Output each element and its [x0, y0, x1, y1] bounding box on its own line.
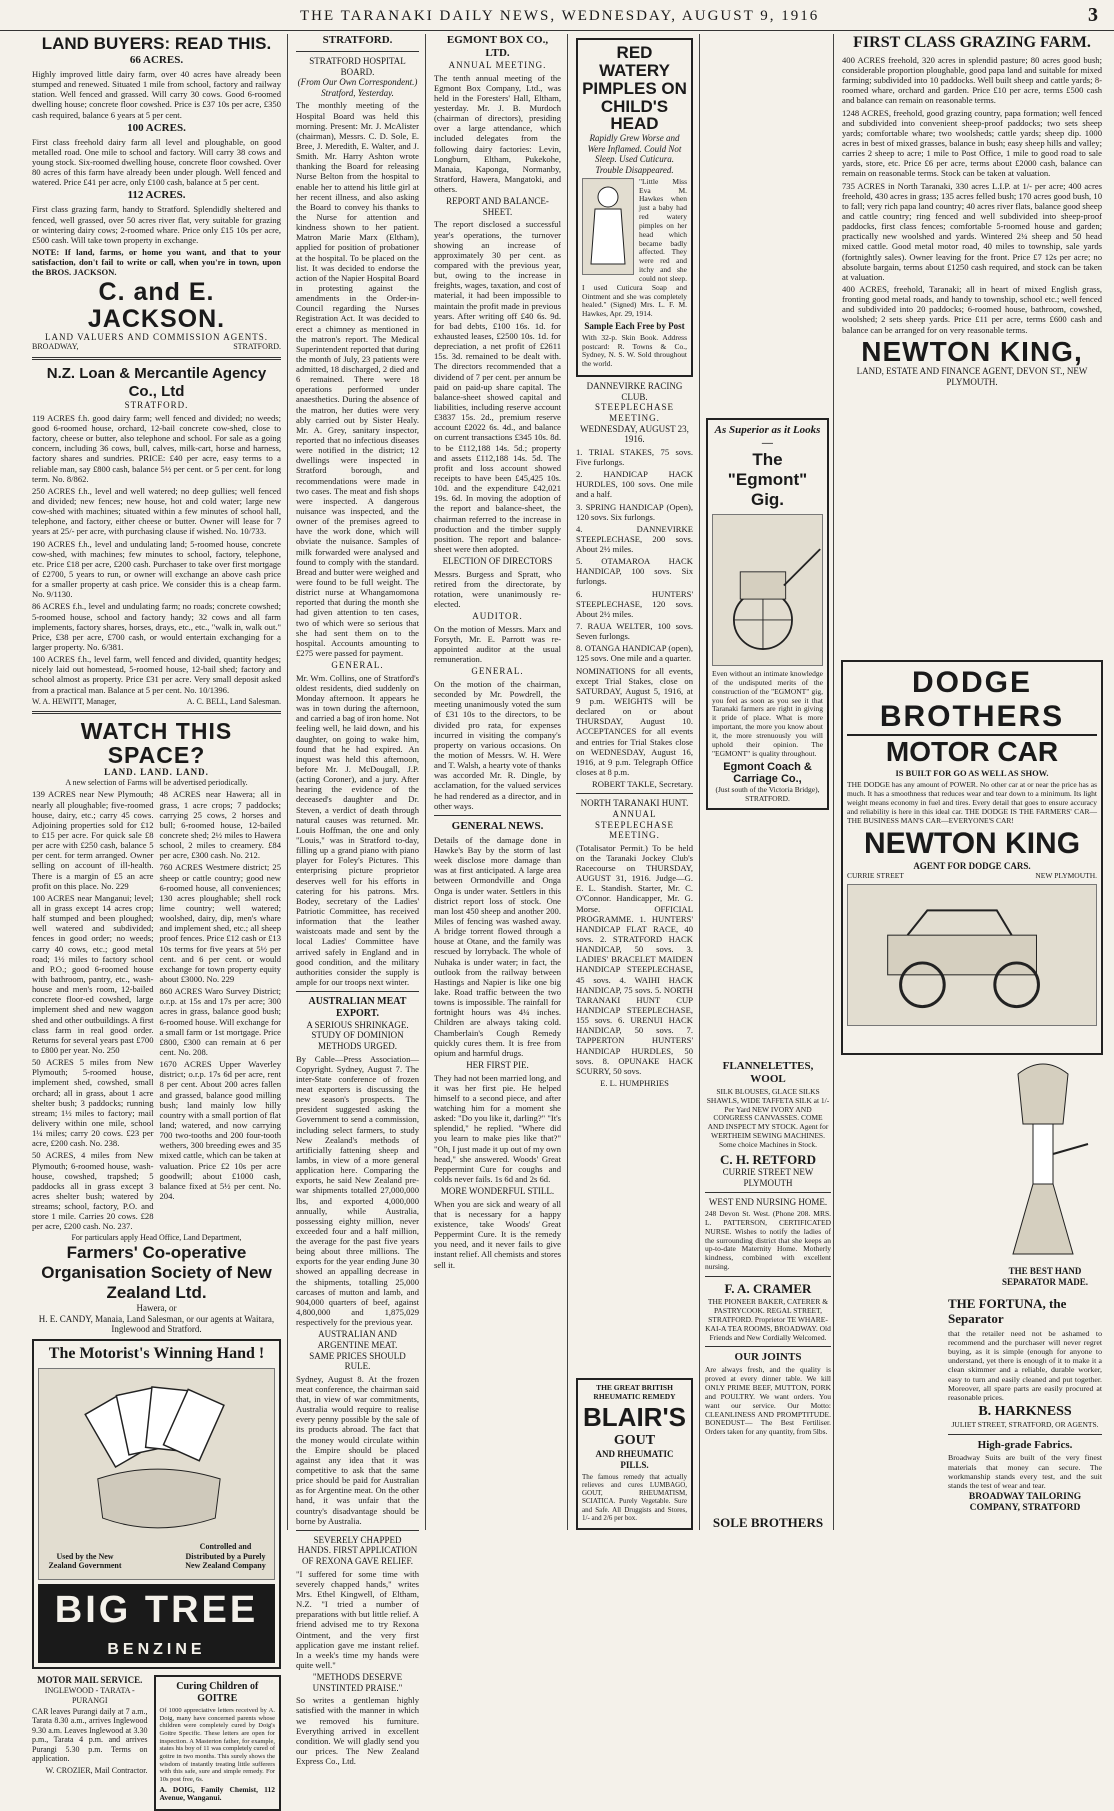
goitre-signature: A. DOIG, Family Chemist, 112 Avenue, Wanganui.: [159, 1784, 275, 1803]
pimples-subheading: Rapidly Grew Worse and Were Inflamed. Could Not Sleep. Used Cuticura. Trouble Disappeared.: [587, 133, 682, 176]
hunt-text: (Totalisator Permit.) To be held on the Taranaki Jockey Club's Racecourse on THURSDAY, AUGUST 31, 1916. Judge—G. E. L. Standish. Starter, Mr. C. O'Connor. Handicapper, Mr. G. Morse. OFFICIAL PROGRAMME. 1. HUNTERS' HANDICAP FLAT RACE, 40 sovs. 2. STRATFORD HACK HANDICAP, 50 sovs. 3. LADIES' BRACELET MAIDEN HANDICAP STEEPLECHASE, 45 sovs. 4. WAIHI HACK HANDICAP, 75 sovs. 5. NORTH TARANAKI HUNT CUP HANDICAP STEEPLECHASE, 155 sovs. 6. URENUI HACK HANDICAP, 50 sovs. 7. TAPPERTON HUNTERS' HANDICAP HURDLES, 50 sovs. 8. OPUNAKE HACK SCURRY, 50 sovs.: [576, 842, 693, 1076]
bottom-ads: [32, 1675, 281, 1811]
jackson-street: BROADWAY,: [32, 342, 79, 352]
blair-gout: GOUT: [613, 1432, 656, 1448]
fortuna-heading: THE FORTUNA, the Separator: [948, 1296, 1067, 1327]
divider: [705, 1192, 831, 1193]
watch-listing: 50 ACRES, 4 miles from New Plymouth; 6-roomed house, wash-house, cowshed, trapshed; 5 paddocks all in grass except 3 acres shelter bush; watered by streams; school, factory, P.O. and store 1 mile. Carries 20 cows. £28 per acre, £200 cash. No. 237.: [32, 1150, 154, 1232]
article-heading: STRATFORD HOSPITAL BOARD.: [309, 55, 406, 77]
grazing-listing: 735 ACRES in North Taranaki, 330 acres L.I.P. at 1/- per acre; 400 acres freehold, 430 acres in grass; 135 acres felled bush; 170 acres good bush, 10 to fall; very rich papa land country; 40 acres river flats, balance good sheep and cattle country; ring fenced and well subdivided into sheep-proof paddocks, first class fences; comfortable 5-roomed house and garden; practically new woolshed and yards. Wintered 2¼ sheep and 50 head mixed cattle. Good metal motor road, 40 miles to township, sale yards (fortnightly sales). Owner leaving for the front. Price £7 12s per acre; no absolute bargain, terms about £1250 cash required, and stock can be taken at valuation.: [842, 180, 1102, 282]
article-subheading: (From Our Own Correspondent.) Stratford, Yesterday.: [297, 77, 418, 98]
article-text: When you are sick and weary of all that is necessary for a happy existence, take Woods' Great Peppermint Cure. It is the remedy you need, and it never fails to give instant relief. All chemists and stores sell it.: [434, 1198, 561, 1270]
playing-cards-illustration: [38, 1368, 275, 1580]
fortuna-text: that the retailer need not be ashamed to recommend and the purchaser will never regret buying, as it is simple (enough for anyone to understand, yet there is enough of it to make it a clean skimmer and a reliable, durable worker, easy to turn and easily cleaned and put together. Moreover, all spare parts are easily procured at reasonable prices.: [948, 1328, 1102, 1402]
article-text: The monthly meeting of the Hospital Board was held this morning. Present: Mr. J. McAlister (chairman), Messrs. C. D. Sole, E. Bree, J. Meredith, E. Walter, and J. Smith. Mr. Harry Ashton wrote thanking the Board for releasing Nurse Belton from the hospital to enable her to attend his little girl at her recent illness, and also asking the Board to convey his thanks to the Nurse for attention and kindness shown to her patient. Matron Marie Marx (Eltham), applied for position of probationer at the hospital. To be placed on the list. It was decided to endorse the action of the Napier Hospital Board in protesting against the amendments in the Order-in-Council regarding the Nurses Registration Act. It was decided to erect a chimney as mentioned in the matron's report. The Medical Superintendent reported that during the month of July, 23 patients were admitted, 18 discharged, 2 died and 6 remained. There were 18 operations performed under anaesthetics. During the absence of the matron, her duties were very ably carried out by Sister Healy. Mr. A. Grey, sanitary inspector, reported that no infectious diseases were notified in the district; 12 dwellings were inspected in Stratford borough, and recommendations were made in two cases. The meat and fish shops were inspected. A dangerous nuisance was inspected, and the owner of the premises agreed to have the work done, which will obviate the nuisance. Samples of milk forwarded were analysed and found to comply with the standard. Bread and butter were weighed and were found to be full weight. The district nurse at Whangamomona reported that during the month she had given attention to ten cases, two of which were so serious that she had sent them on to the hospital. Accounts amounting to £275 were passed for payment.: [296, 100, 419, 658]
blair-text: The famous remedy that actually relieves and cures LUMBAGO, GOUT, RHEUMATISM, SCIATICA. Purely Vegetable. Sure and Safe. All Druggists and Stores, 1/- and 2/6 per box.: [582, 1472, 687, 1522]
watch-listing: 760 ACRES Westmere district; 25 sheep or cattle country; good new 6-roomed house, all conveniences; 130 acres ploughable; shell rock lime country; well watered; woolshed, dairy, dip, men's whare and implement shed, etc.; all sheep proof fences. Price £12 cash or £13 10s terms for five years at 5½ per cent. and 6 per cent. or would exchange for town property equity about £3000. No. 229: [159, 862, 281, 984]
listing-heading: 100 ACRES.: [127, 121, 186, 134]
column-shop-ads: [705, 1060, 831, 1530]
article-text: By Cable—Press Association—Copyright. Sydney, August 7. The inter-State conference of frozen meat exporters is discussing the new season's prospects. The president suggested asking the Government to send a commission, including select farmers, to study New Zealand's methods of artificially fattening sheep and lambs, in view of a more general application here. Comparing the exports, he said New Zealand pre-war shipments totalled 27,000,000 lbs, and exported 4,000,000 annually, while Australia, possessing eighty million, never exceeded four and a half million, the average for the past five years being about three millions. The exports for the year ending June 30 showed an appalling decrease in the shipments, totalling 25,000 carcases of mutton and lamb, and 904,000 quarters of beef, against 4,800,000 and 1,875,029 respectively for the previous year.: [296, 1053, 419, 1328]
mail-heading: MOTOR MAIL SERVICE.: [37, 1675, 143, 1686]
goitre-text: Of 1000 appreciative letters received by A. Doig, many have concerned parents whose children were completely cured by Doig's Goitre Specific. These letters are open for inspection. A Masterton father, for example, states his boy of 11 was completely cured of goitre in two months. This surely shows the wisdom of instantly treating little sufferers with this safe, sure and simple remedy. For 10s post free, 6s.: [159, 1707, 275, 1783]
article-text: On the motion of Messrs. Marx and Forsyth, Mr. E. Parrott was re-appointed auditor at the usual remuneration.: [434, 623, 561, 665]
listing-text: Highly improved little dairy farm, over 40 acres have already been stumped and renewed. Situated 1 mile from school, factory and railway station. Well fenced and grassed. Will carry 30 cows. Good 6-roomed dwelling house; concrete floor cowshed. Price is £37 10s per acre, £350 cash required, balance 6 years at 5 per cent.: [32, 69, 281, 120]
listing-text: First class freehold dairy farm all level and ploughable, on good metalled road. One mile to school and factory. Will carry 38 cows and young stock. Six-roomed dwelling house, concrete floor cowshed. Over 80 acres of this farm have already been under plough. Well fenced and watered. Price £41 per acre, only £100 cash, balance at 5 per cent.: [32, 136, 281, 188]
harkness-subtitle: JULIET STREET, STRATFORD, OR AGENTS.: [951, 1419, 1099, 1429]
article-text: So writes a gentleman highly satisfied with the manner in which we removed his furniture. Everything arrived in excellent condition. We will gladly send you our prices. The New Zealand Express Co., Ltd.: [296, 1695, 419, 1767]
watch-listing: 1670 ACRES Upper Waverley district; o.r.p. 17s 6d per acre, rent 8 per cent. About 200 acres fallen and grassed, balance good milling bush; land mainly low hilly country with a small portion of flat land; watered, and now carrying 700 two-tooths and 200 four-tooth wethers, 300 breeding ewes and 35 mixed cattle, which can be taken at valuation. Price £2 10s per acre goodwill; about £1000 cash, balance fixed at 5½ per cent. No. 204.: [159, 1059, 281, 1201]
nz-loan-manager: W. A. HEWITT, Manager,: [32, 696, 117, 706]
farmers-heading: Farmers' Co-operative Organisation Society of New Zealand Ltd.: [41, 1242, 272, 1303]
pimples-address: With 32-p. Skin Book. Address postcard: R. Towns & Co., Sydney, N. S. W. Sold throughout the world.: [582, 332, 687, 369]
dodge-agent-sub: AGENT FOR DODGE CARS.: [913, 861, 1031, 871]
gig-address: (Just south of the Victoria Bridge), STRATFORD.: [715, 785, 820, 804]
egmont-gig-ad: [706, 418, 829, 810]
divider: [32, 357, 281, 360]
divider: [948, 1434, 1102, 1435]
dodge-motor-car: MOTOR CAR: [885, 736, 1059, 767]
hunt-heading: NORTH TARANAKI HUNT.: [580, 798, 689, 809]
watch-subheading: LAND. LAND. LAND.: [104, 767, 209, 778]
nursing-text: 248 Devon St. West. (Phone 208. MRS. L. PATTERSON, CERTIFICATED NURSE. Wishes to notify the ladies of the surrounding district that she keeps an up-to-date Maternity Home. Motherly kindness, combined with excellent nursing.: [705, 1209, 831, 1272]
race-event: 2. HANDICAP HACK HURDLES, 100 sovs. One mile and a half.: [576, 469, 693, 500]
divider: [705, 1346, 831, 1347]
watch-listing: 860 ACRES Waro Survey District; o.r.p. at 15s and 17s per acre; 300 acres in grass, balance good bush; 6-roomed house. Will exchange for a small farm or 1st mortgage. Price £800, £300 can remain at 6 per cent. No. 208.: [159, 986, 281, 1057]
article-heading: EGMONT BOX CO., LTD.: [446, 34, 549, 59]
separator-row: [842, 1054, 1102, 1287]
joints-text: Are always fresh, and the quality is proved at every dinner table. We kill ONLY PRIME BEEF, MUTTON, PORK and POULTRY. We want orders. You want our service. Our Motto: CLEANLINESS AND PROMPTITUDE. BONEDUST— The Best Fertiliser. Orders taken for any quantity, from 5lbs.: [705, 1365, 831, 1437]
gig-illustration: [712, 514, 823, 666]
racing-text: NOMINATIONS for all events, except Trial Stakes, close on SATURDAY, August 5, 1916, at 9 p.m. WEIGHTS will be declared on or about THURSDAY, August 10. ACCEPTANCES for all events and entries for Trial Stakes close on WEDNESDAY, August 16, 1916, at 9 p.m. Telegraph Office closes at 8 p.m.: [576, 665, 693, 778]
racing-meeting: STEEPLECHASE MEETING.: [594, 402, 674, 423]
listing-heading: 112 ACRES.: [127, 189, 186, 202]
watch-intro: A new selection of Farms will be advertised periodically.: [65, 778, 248, 787]
gig-text: Even without an intimate knowledge of the undisputed merits of the construction of the "EGMONT" gig, you feel as soon as you see it that Taranaki farmers are right in giving it pride of place. What is more important, the more you know about it, the more strenuously you will uphold their opinion. The "EGMONT" is quality throughout.: [712, 669, 823, 758]
racing-signature: ROBERT TAKLE, Secretary.: [591, 779, 693, 790]
nz-loan-listing: 119 ACRES f.h. good dairy farm; well fenced and divided; no weeds; good 6-roomed house, orchard, 12-bail concrete cow-shed, close to factory, cheese or butter, also telephone and school. For sale as a going concern, including 36 cows, bull, calves, milk-cart, horse and harness, factory shares and sundries. PRICE: £40 per acre, easy terms to a reliable man, say £800 cash, balance 5½ per cent. or 5 per cent. for long term. No. 8/862.: [32, 412, 281, 484]
retford-address: CURRIE STREET NEW PLYMOUTH: [722, 1167, 814, 1188]
divider: [32, 711, 281, 714]
article-text: "I suffered for some time with severely chapped hands," writes Mrs. Ethel Kingwell, of Eltham, N.Z. "I tried a number of preparations with but little relief. A friend advised me to try Rexona Ointment, and the very first application gave me instant relief. In a week's time my hands were quite well.": [296, 1568, 419, 1670]
benzine-label: BENZINE: [38, 1637, 275, 1664]
harkness-name: B. HARKNESS: [978, 1404, 1072, 1420]
nz-loan-listing: 86 ACRES f.h., level and undulating farm; no roads; concrete cowshed; 5-roomed house, school and factory handy; 32 cows and all farm implements, factory shares, horses, drays, etc., etc., "walk in, walk out." Price, £38 per acre, £700 cash, or would entertain exchanging for a larger property. No. 6/381.: [32, 601, 281, 652]
article-subheading: STUDY OF DOMINION METHODS URGED.: [311, 1030, 404, 1051]
racing-date: WEDNESDAY, AUGUST 23, 1916.: [580, 423, 689, 445]
race-event: 7. RAUA WELTER, 100 sovs. Seven furlongs.: [576, 621, 693, 642]
cream-separator-icon: [988, 1054, 1098, 1264]
fabrics-text: Broadway Suits are built of the very finest materials that money can secure. The workmanship stands every test, and the suit stands the test of wear and tear.: [948, 1453, 1102, 1491]
article-subheading: GENERAL.: [471, 666, 524, 677]
blair-name: BLAIR'S: [583, 1402, 686, 1433]
farmers-agent: H. E. CANDY, Manaia, Land Salesman, or our agents at Waitara, Inglewood and Stratford.: [38, 1313, 275, 1335]
company-label: Controlled and Distributed by a Purely New Zealand Company: [185, 1542, 266, 1571]
dodge-text: THE DODGE has any amount of POWER. No other car at or near the price has as much. It has a smoothness that reduces wear and tear down to a minimum. Its light weight means economy in fuel and tires. Every detail that goes to ensure accuracy and reliability is here in this ideal car. THE DODGE IS THE FARMERS' CAR—THE BUSINESS MAN'S CAR—EVERYONE'S CAR!: [847, 780, 1097, 825]
motor-mail-ad: [32, 1675, 148, 1811]
watch-listings-left: [32, 787, 154, 1233]
fortuna-ad: [948, 1296, 1102, 1515]
blairs-pills-ad: [576, 1378, 693, 1530]
nz-loan-listing: 100 ACRES f.h., level farm, well fenced and divided, quantity hedges; nicely laid out homestead, 5-roomed house, 12-bail shed; factory and school almost as property. Price £31 per acre. Very small deposit asked from a practical man. Balance at 5 per cent. No. 10/1396.: [32, 654, 281, 695]
dodge-agent: NEWTON KING: [863, 827, 1081, 860]
land-buyers-heading: LAND BUYERS: READ THIS.: [41, 34, 272, 53]
race-event: 8. OTANGA HANDICAP (open), 125 sovs. One mile and a quarter.: [576, 643, 693, 664]
mail-route: INGLEWOOD - TARATA - PURANGI: [44, 1686, 135, 1705]
jackson-town: STRATFORD.: [233, 342, 281, 352]
blair-pills: AND RHEUMATIC PILLS.: [595, 1449, 674, 1470]
race-event: 4. DANNEVIRKE STEEPLECHASE, 200 sovs. About 2½ miles.: [576, 523, 693, 555]
jackson-name: C. and E. JACKSON.: [87, 278, 226, 333]
watch-listing: 139 ACRES near New Plymouth; nearly all ploughable; five-roomed house, dairy, etc.; carry 45 cows. Adjoining properties sold for £12 to £15 per acre. For quick sale £8 per acre with £250 cash, balance 5 per cent. for term arranged. Owner selling on account of ill-health. There is a margin of £5 an acre profit on this place. No. 229: [32, 789, 154, 891]
dodge-town: NEW PLYMOUTH.: [1035, 871, 1097, 880]
grazing-heading: FIRST CLASS GRAZING FARM.: [853, 34, 1091, 51]
watch-heading: WATCH THIS SPACE?: [80, 718, 233, 769]
race-event: 6. HUNTERS' STEEPLECHASE, 120 sovs. About 2½ miles.: [576, 588, 693, 619]
page-number: 3: [1088, 4, 1100, 26]
sole-brothers: SOLE BROTHERS: [712, 1514, 824, 1530]
hunt-signature: E. L. HUMPHRIES: [600, 1077, 669, 1088]
pimples-text: "Little Miss Eva M. Hawkes when just a baby had red watery pimples on her head which became badly affected. They were red and itchy and she could not sleep. I used Cuticura Soap and Ointment and she was completely healed." (Signed) Mrs. L. F. M. Hawkes, Apr. 29, 1914.: [582, 176, 687, 319]
lower-right-ads: [842, 1054, 1102, 1287]
column-land-ads: [26, 34, 288, 1803]
column-egmont-box: [428, 34, 568, 1530]
nz-loan-listing: 190 ACRES f.h., level and undulating land; 5-roomed house, concrete cow-shed, with machines; few minutes to school, factory, telephone, etc. Price £18 per acre, £200 cash. Purchaser to take over first mortgage of £2700, 5 years to run, or owner will exchange an above cash price for a smaller property at cash price. We consider this is a cheap farm. No. 9/1130.: [32, 538, 281, 600]
watch-listings-right: [160, 787, 282, 1233]
divider: [576, 793, 693, 794]
grazing-listing: 400 ACRES, freehold, Taranaki; all in heart of mixed English grass, fronting good metal roads, and handy to township, school etc.; well fenced and subdivided into 20 paddocks; 6-roomed house, bathroom, cowshed, woolshed; 2 sets sheep yards. Price £11 per acre, terms £600 cash and balance can be arranged for on very reasonable terms.: [842, 283, 1102, 335]
article-text: Messrs. Burgess and Spratt, who retired from the directorate, by rotation, were unanimously re-elected.: [434, 568, 561, 610]
nz-loan-signoff: [32, 697, 281, 706]
racing-heading: DANNEVIRKE RACING CLUB.: [586, 381, 683, 402]
joints-heading: OUR JOINTS: [734, 1351, 802, 1364]
nz-loan-heading: N.Z. Loan & Mercantile Agency Co., Ltd: [46, 364, 267, 400]
dodge-street: CURRIE STREET: [847, 871, 904, 880]
article-subheading: MORE WONDERFUL STILL.: [440, 1186, 555, 1197]
mail-signature: W. CROZIER, Mail Contractor.: [45, 1765, 148, 1775]
article-subheading: REPORT AND BALANCE-SHEET.: [446, 196, 549, 217]
mail-text: CAR leaves Purangi daily at 7 a.m., Tarata 8.30 a.m., arrives Inglewood 9.30 a.m. Leaves Inglewood at 3.30 p.m., Tarata 4 p.m. and arrives Purangi 5.30 p.m. Terms on application.: [32, 1706, 148, 1764]
nursing-heading: WEST END NURSING HOME.: [708, 1197, 828, 1208]
fabrics-heading: High-grade Fabrics.: [977, 1438, 1073, 1451]
separator-illustration: [988, 1054, 1102, 1287]
dodge-tagline: IS BUILT FOR GO AS WELL AS SHOW.: [895, 768, 1049, 778]
jackson-address: [32, 342, 281, 351]
cramer-text: THE PIONEER BAKER, CATERER & PASTRYCOOK. REGAL STREET, STRATFORD. Proprietor TE WHARE-KAI-A TEA ROOMS, BROADWAY. Old Friends and New Cordially Welcomed.: [705, 1297, 831, 1342]
goitre-heading: Curing Children of GOITRE: [176, 1681, 259, 1705]
broadway-name: BROADWAY TAILORING COMPANY, STRATFORD: [968, 1492, 1082, 1514]
boy-illustration: [582, 178, 634, 275]
article-text: Sydney, August 8. At the frozen meat conference, the chairman said that, in view of war commitments, Australia would require to realise every penny possible by the sale of its products abroad. The fact that the money would circulate within the Empire should be placed against any idea that it was competitive to ask that the same price should be paid for Australian as for Argentine meat. On the other hand, it was unfair that the country's disadvantage should be borne by Australia.: [296, 1373, 419, 1526]
column-stratford-news: [290, 34, 426, 1767]
grazing-listing: 1248 ACRES, freehold, good grazing country, papa formation; well fenced and subdivided into convenient sheep-proof paddocks; two sets sheep yards; comfortable whare; two woolsheds; cattle yards; sheep dip. 1000 acres in best of mixed grasses, balance in bush; easy sheep hills and valley; carries 2 sheep to acre; 1 mile to Post Office, 1 mile to good road to sale yards, store, etc. Price £6 per acre, terms about £2000 cash, balance can remain on reasonable terms. Stock can be taken at valuation.: [842, 107, 1102, 179]
race-event: 1. TRIAL STAKES, 75 sovs. Five furlongs.: [576, 446, 693, 467]
gig-tagline: As Superior as it Looks—: [714, 424, 821, 449]
divider: [296, 1530, 419, 1531]
big-tree-advert: [32, 1339, 281, 1670]
article-text: On the motion of the chairman, seconded by Mr. Powdrell, the meeting unanimously voted the sum of £31 10s to the directors, to be divided pro rata, for expenses incurred in visiting the company's property on various occasions. On the motion of Messrs. W. H. Were and T. Walsh, a hearty vote of thanks was accorded Mr. R. Dingle, by acclamation, for the valued services he had rendered as a director, and in other ways.: [434, 679, 561, 811]
newton-king-name: NEWTON KING,: [861, 335, 1083, 367]
spacer: [708, 34, 827, 404]
article-subheading: AUDITOR.: [472, 611, 523, 622]
column-notices: [570, 34, 700, 1530]
separator-spacer: [842, 1054, 982, 1287]
divider: [434, 815, 561, 816]
newton-king-subtitle: LAND, ESTATE AND FINANCE AGENT, DEVON ST., NEW PLYMOUTH.: [856, 366, 1088, 387]
gig-company: Egmont Coach & Carriage Co.,: [723, 760, 812, 786]
article-text: They had not been married long, and it was her first pie. He helped himself to a second piece, and after watching him for a moment she asked: "Do you like it, darling?" "It's splendid," he replied. "Where did you learn to make pies like that?" "Oh, I just made it up out of my own head," she answered. Woods' Great Peppermint Cure for coughs and colds never fails. 1s 6d and 2s 6d.: [434, 1072, 561, 1184]
dodge-brand: DODGE BROTHERS: [847, 666, 1097, 736]
article-heading: GENERAL.: [331, 660, 384, 671]
listing-note: NOTE: If land, farms, or home you want, and that to your satisfaction, don't fail to write or call, when you're in town, upon the BROS. JACKSON.: [32, 246, 281, 278]
masthead: [0, 0, 1114, 31]
newspaper-title: THE TARANAKI DAILY NEWS, WEDNESDAY, AUGUST 9, 1916: [300, 8, 820, 24]
cuticura-ad: [576, 38, 693, 377]
blair-tagline: THE GREAT BRITISH RHEUMATIC REMEDY: [593, 1383, 676, 1402]
separator-caption: THE BEST HAND SEPARATOR MADE.: [1001, 1266, 1088, 1287]
divider: [296, 51, 419, 52]
cramer-name: F. A. CRAMER: [724, 1280, 812, 1296]
article-heading: AUSTRALIAN MEAT EXPORT.: [308, 996, 407, 1019]
horse-gig-icon: [713, 515, 822, 665]
gig-name: The "Egmont" Gig.: [727, 449, 808, 510]
watch-listing: 50 ACRES 5 miles from New Plymouth; 5-roomed house, implement shed, cowshed, small orchard; all in grass, about 1 acre shelter bush; 3 paddocks; running stream; 1½ miles to factory; mail delivery within one mile, school 1¼ miles; carry 20 cows. £23 per acre, £200 cash. No. 238.: [32, 1057, 154, 1149]
grazing-listing: 400 ACRES freehold, 320 acres in splendid pasture; 80 acres good bush; considerable proportion ploughable, good papa land and suitable for mixed farming; subdivided into 10 paddocks. Well built sheep and cattle yards; 8-roomed whare, orchard and garden. Price £10 per acre, terms £500 cash and balance can remain on reasonable terms.: [842, 54, 1102, 106]
article-heading: GENERAL NEWS.: [451, 819, 544, 832]
big-tree-brand: BIG TREE: [38, 1584, 275, 1637]
nz-loan-salesman: A. C. BELL, Land Salesman.: [186, 696, 281, 706]
article-text: The tenth annual meeting of the Egmont Box Company, Ltd., was held in the Foresters' Hall, Eltham, yesterday. Mr. J. B. Murdoch (chairman of directors), presiding over a large attendance, which included delegates from the following dairy factories: Levin, Longburn, Eltham, Pukekohe, Manaia, Kaponga, Normanby, Stratford, Hawera, Mangatoki, and others.: [434, 72, 561, 195]
watch-listing: 48 ACRES near Hawera; all in grass, 1 acre crops; 7 paddocks; carrying 25 cows, 2 horses and bull; 6-roomed house, 12-bailed concrete shed; 2½ miles to Hawera school, 2 miles to creamery. £84 per acre, £300 cash. No. 212.: [159, 789, 281, 861]
farmers-town: Hawera, or: [136, 1303, 177, 1314]
divider: [705, 1276, 831, 1277]
flannel-text: SILK BLOUSES, GLACE SILKS SHAWLS, WIDE TAFFETA SILK at 1/- Per Yard NEW IVORY AND CONGRESS CANVASSES. COME AND INSPECT MY STOCK. Agent for WERTHEIM SEWING MACHINES. Some choice Machines in Stock.: [706, 1086, 830, 1149]
watch-listing: 100 ACRES near Manganui; level; all in grass except 14 acres crop; half stumped and been ploughed; well watered and subdivided; fences in good order; no weeds; carry 40 cows, etc.; good metal road; 1½ miles to factory school and P.O.; good 6-roomed house with bathroom, pantry, etc., wash-house and men's room, 12-bailed concrete floor-ed cowshed, large implement shed and new waggon shed and other outbuildings. A first class farm in real good order. Returns for several years past £700 to £800 per year. No. 250: [32, 892, 154, 1055]
article-text: The report disclosed a successful year's operations, the turnover showing an increase of approximately 30 per cent. as compared with the previous year, but, owing to the increase in freights, wages, taxation, and cost of material, it had been impossible to maintain the profit made in previous years. After writing off £40 6s. 9d. for bad debts, £100 16s. 1d. for exhausted leases, £2500 10s. 1d. for depreciation, a net profit of £2611 15s. 3d. remained to be dealt with. The directors recommended that a dividend of 7 per cent. per annum be paid on paid-up share capital. The balance-sheet showed capital and liabilities, including reserve account £3837 15s. 2d., premium reserve account £2022 6s. 4d., and balance on current transactions £345 10s. 8d. to be £112,188 14s. 5d.; property and assets £112,188 14s. 5d. The profit and loss account showed receipts to have been £45,425 10s. 10d. and the expenditure £42,021 19s. 6d. In moving the adoption of the report and balance-sheet, the chairman referred to the increase in production and the timber supply position. The report and balance-sheet were then adopted.: [434, 219, 561, 554]
pimples-heading: RED WATERY PIMPLES ON CHILD'S HEAD: [582, 43, 687, 134]
article-subheading: SAME PRICES SHOULD RULE.: [309, 1350, 406, 1372]
article-text: Details of the damage done in Hawke's Bay by the storm of last week disclose more damage than was at first anticipated. A large area between Ormondville and Onga Onga is under water. Settlers in this district report loss of stock. One man lost 450 sheep and another 200. Miles of fencing was washed away. A bridge torrent flowed through a house at Otane, and the family was rescued by lorryback. The whole of Nuhaka is under water; in fact, the outlook from the railway between Hastings and Napier is like one big lake. Road traffic between the two towns is impossible. The rainfall for fortnight hours was 4¼ inches. Children are always taking cold. Chamberlain's Cough Remedy quickly cures them. It is free from opium and harmful drugs.: [434, 834, 561, 1058]
motorist-heading: The Motorist's Winning Hand !: [48, 1344, 265, 1362]
jackson-subtitle: LAND VALUERS AND COMMISSION AGENTS.: [45, 331, 268, 342]
watch-listings: [32, 787, 281, 1233]
listing-text: First class grazing farm, handy to Stratford. Splendidly sheltered and fenced, well grassed, over 50 acres river flat, very suitable for grazing or wintering dairy cows; 2-roomed whare. Price only £15 10s per acre, £500 cash. Will take town property in exchange.: [32, 204, 281, 245]
article-heading: AUSTRALIAN AND ARGENTINE MEAT.: [317, 1329, 398, 1350]
article-subheading: ANNUAL MEETING.: [448, 59, 547, 70]
article-heading: SEVERELY CHAPPED HANDS. FIRST APPLICATION OF REXONA GAVE RELIEF.: [297, 1534, 418, 1567]
divider: [296, 991, 419, 992]
article-subheading: HER FIRST PIE.: [466, 1059, 529, 1070]
article-subheading: ELECTION OF DIRECTORS: [442, 556, 553, 567]
farmers-particulars: For particulars apply Head Office, Land Department,: [71, 1233, 242, 1243]
race-event: 3. SPRING HANDICAP (Open), 120 sovs. Six furlongs.: [576, 501, 693, 522]
retford-name: C. H. RETFORD: [719, 1151, 817, 1167]
government-label: Used by the New Zealand Government: [48, 1551, 122, 1571]
article-subheading: A SERIOUS SHRINKAGE.: [306, 1019, 409, 1030]
child-figure-icon: [583, 179, 633, 274]
section-heading: STRATFORD.: [322, 34, 393, 46]
flannel-heading: FLANNELETTES, WOOL: [722, 1060, 814, 1085]
goitre-ad: [154, 1675, 282, 1811]
hunt-meeting: ANNUAL STEEPLECHASE MEETING.: [594, 808, 674, 841]
race-event: 5. OTAMAROA HACK HANDICAP, 100 sovs. Six furlongs.: [576, 556, 693, 587]
listing-heading: 66 ACRES.: [129, 54, 184, 67]
column-grazing-ads: [836, 34, 1108, 1530]
article-heading: "METHODS DESERVE UNSTINTED PRAISE.": [312, 1672, 403, 1693]
nz-loan-listing: 250 ACRES f.h., level and well watered; no deep gullies; well fenced and divided; new fences; new house, hot and cold water; large new cow-shed with machines; situated within a few minutes of school hall, telephone, and factory, either cheese or butter. Owner will lease for 7 years at 25/- per acre, with purchasing clause if wished. No. 10/733.: [32, 485, 281, 537]
pimples-free-offer: Sample Each Free by Post: [584, 321, 685, 332]
article-text: Mr. Wm. Collins, one of Stratford's oldest residents, died suddenly on Monday afternoon. It appears he was in town during the afternoon, and carried a bag of iron home. Not feeling well, he laid down, and his daughter, on going to wake him, found that he had expired. An inquest was held this afternoon, before Mr. J. McDougall, J.P. (acting Coroner), and a jury. After hearing the evidence of the deceased's daughter and Dr. Steven, a verdict of death through natural causes was returned. Mr. Louis Hoffman, the one and only "Louis," was in Stratford to-day, filling up a grand piano with piano player for Foley's Pictures. This enterprising picture proprietor deserves well for his efforts in catering for his patrons. Mrs. Bodey, secretary of the Ladies' Patriotic Committee, has received information that the leather waistcoats made and sent by the local Ladies' Committee have arrived safely in England and in good condition, and the military authorities consider the supply is ample for our troops next winter.: [296, 672, 419, 987]
nz-loan-town: STRATFORD.: [124, 400, 189, 411]
